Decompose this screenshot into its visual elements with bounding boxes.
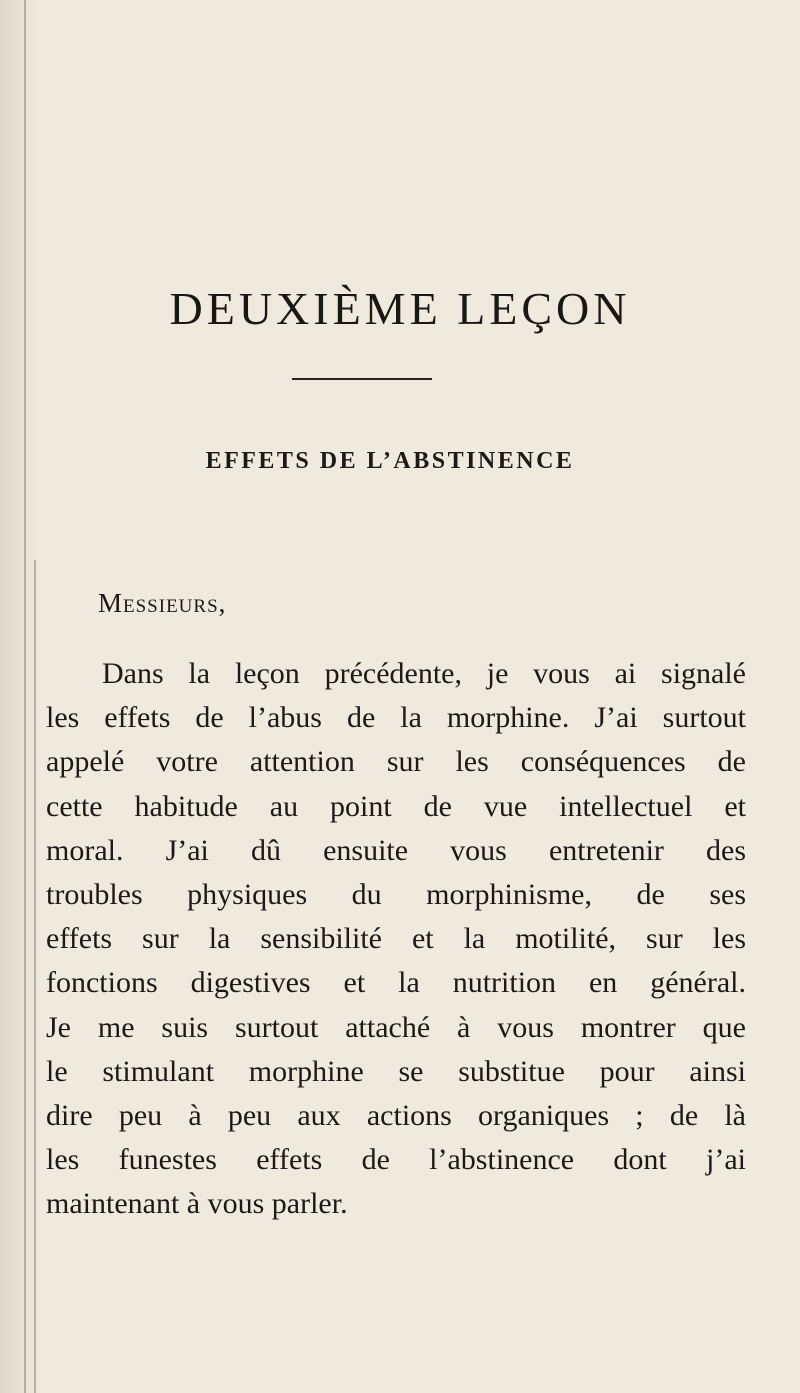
text-line: Dans la leçon précédente, je vous ai signalé <box>102 657 746 690</box>
text-line: cette habitude au point de vue intellectuel et <box>46 789 746 823</box>
text-line: dire peu à peu aux actions organiques ; de là <box>46 1098 746 1132</box>
text-line: effets sur la sensibilité et la motilité, sur les <box>46 922 746 956</box>
text-line: moral. J’ai dû ensuite vous entretenir des <box>46 833 746 867</box>
text-line: fonctions digestives et la nutrition en général. <box>46 966 746 1000</box>
text-line: maintenant à vous parler. <box>46 1187 348 1221</box>
section-title: EFFETS DE L’ABSTINENCE <box>205 448 575 474</box>
text-line: les funestes effets de l’abstinence dont j’ai <box>46 1143 746 1177</box>
chapter-title: DEUXIÈME LEÇON <box>169 283 631 334</box>
text-line: les effets de l’abus de la morphine. J’ai surtout <box>46 701 746 735</box>
text-line: appelé votre attention sur les conséquences de <box>46 745 746 779</box>
text-line: Je me suis surtout attaché à vous montrer que <box>46 1010 746 1044</box>
text-line: troubles physiques du morphinisme, de ses <box>46 877 746 911</box>
body-paragraph <box>46 652 746 1226</box>
salutation: Messieurs, <box>98 588 227 618</box>
text-line: le stimulant morphine se substitue pour ainsi <box>46 1054 746 1088</box>
title-divider <box>292 378 432 380</box>
